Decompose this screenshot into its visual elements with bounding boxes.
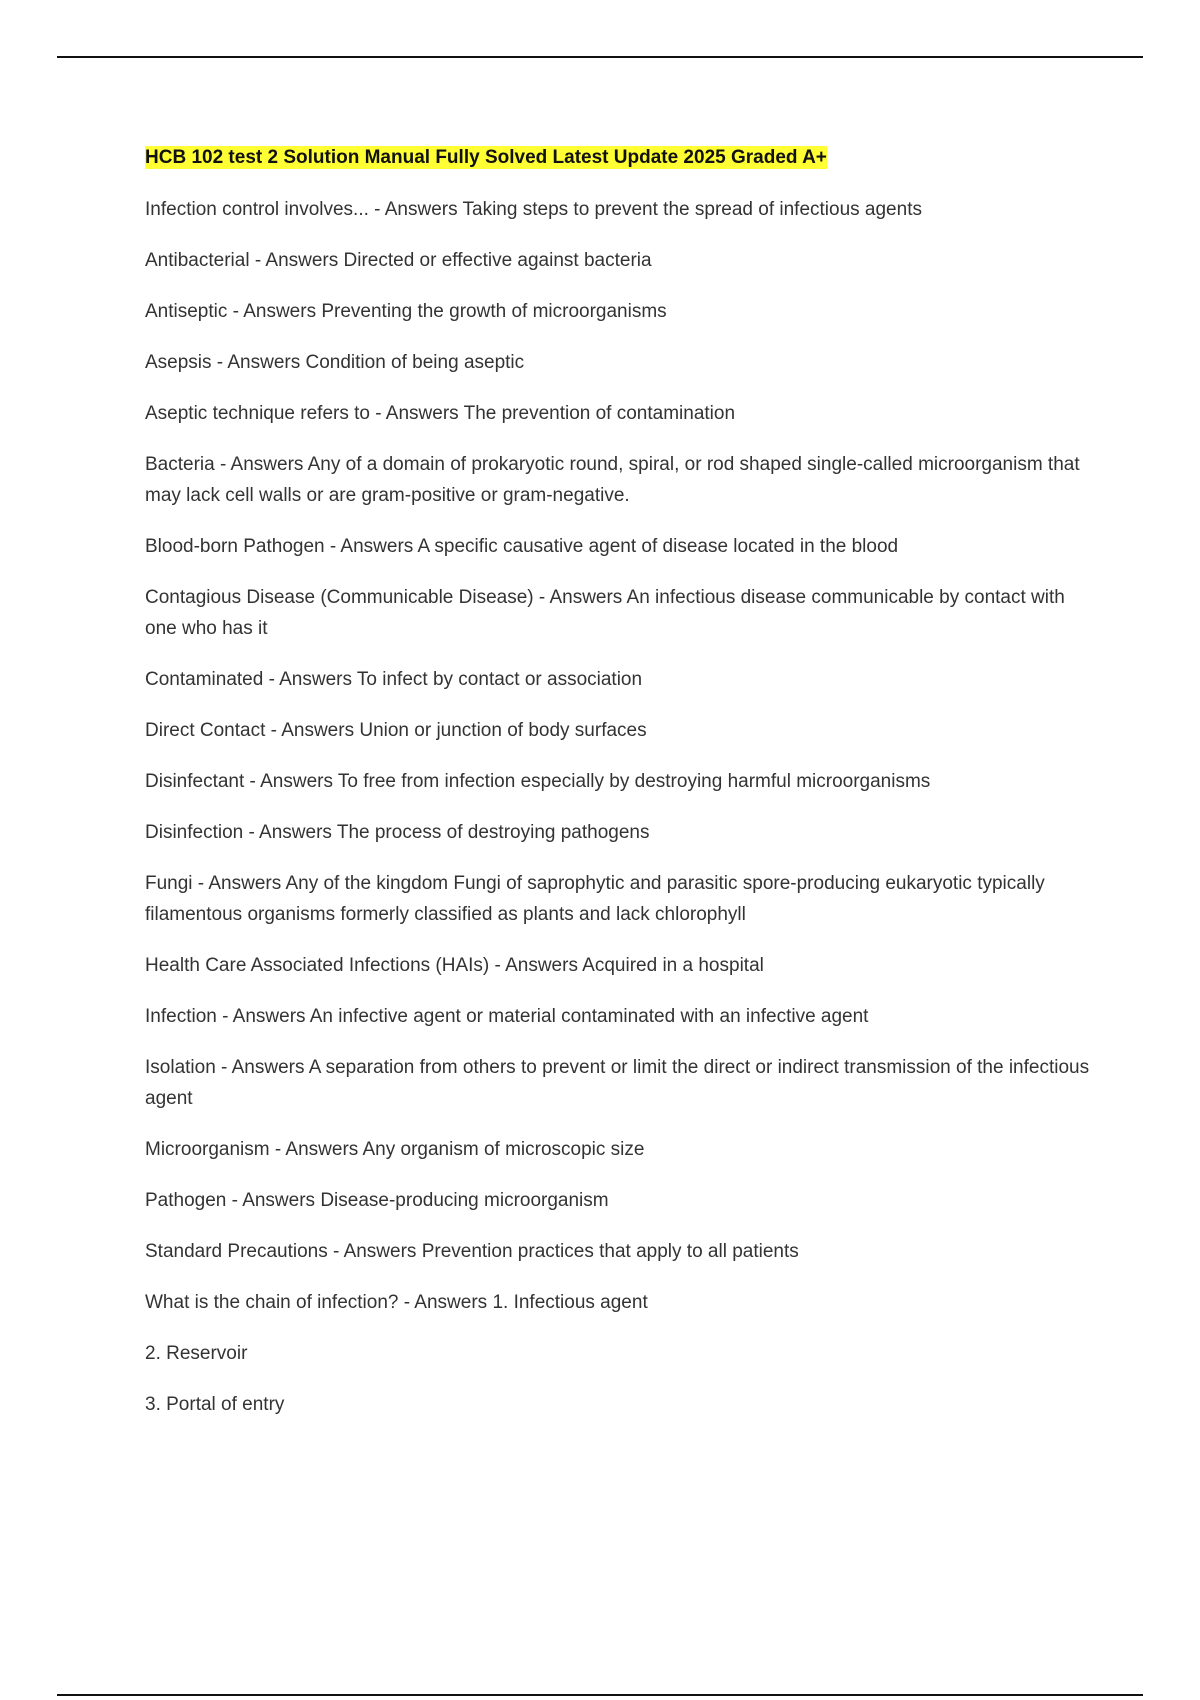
- qa-entry: Antiseptic - Answers Preventing the growth of microorganisms: [145, 301, 667, 322]
- title-line: [145, 144, 1090, 172]
- qa-entry: Infection - Answers An infective agent or material contaminated with an infective agent: [145, 1006, 869, 1027]
- document-title: HCB 102 test 2 Solution Manual Fully Solved Latest Update 2025 Graded A+: [145, 147, 827, 168]
- qa-entry: Disinfectant - Answers To free from infection especially by destroying harmful microorganisms: [145, 771, 931, 792]
- qa-entry: Asepsis - Answers Condition of being aseptic: [145, 352, 525, 373]
- document-body: [145, 144, 1090, 1440]
- qa-entry: Bacteria - Answers Any of a domain of prokaryotic round, spiral, or rod shaped single-called microorganism that may lack cell walls or are gram-positive or gram-negative.: [145, 454, 1080, 506]
- qa-entry: Microorganism - Answers Any organism of microscopic size: [145, 1139, 645, 1160]
- qa-entry: Contagious Disease (Communicable Disease) - Answers An infectious disease communicable by contact with one who has it: [145, 587, 1065, 639]
- top-rule: [57, 56, 1143, 58]
- qa-entry: Antibacterial - Answers Directed or effective against bacteria: [145, 250, 652, 271]
- qa-entry: Contaminated - Answers To infect by contact or association: [145, 669, 643, 690]
- qa-entry: Isolation - Answers A separation from others to prevent or limit the direct or indirect transmission of the infectious agent: [145, 1057, 1090, 1109]
- qa-entry: Health Care Associated Infections (HAIs) - Answers Acquired in a hospital: [145, 955, 764, 976]
- qa-entry: What is the chain of infection? - Answers 1. Infectious agent: [145, 1292, 648, 1313]
- qa-entry: Direct Contact - Answers Union or junction of body surfaces: [145, 720, 647, 741]
- qa-entry: Disinfection - Answers The process of destroying pathogens: [145, 822, 650, 843]
- qa-entry: Aseptic technique refers to - Answers The prevention of contamination: [145, 403, 736, 424]
- qa-entry: Infection control involves... - Answers Taking steps to prevent the spread of infectious agents: [145, 199, 922, 220]
- qa-entry: Fungi - Answers Any of the kingdom Fungi of saprophytic and parasitic spore-producing eukaryotic typically filamentous organisms formerly classified as plants and lack chlorophyll: [145, 873, 1045, 925]
- qa-entry: Pathogen - Answers Disease-producing microorganism: [145, 1190, 609, 1211]
- qa-entry: 2. Reservoir: [145, 1343, 248, 1364]
- qa-entry: 3. Portal of entry: [145, 1394, 285, 1415]
- qa-entry: Standard Precautions - Answers Prevention practices that apply to all patients: [145, 1241, 799, 1262]
- bottom-rule: [57, 1694, 1143, 1696]
- qa-entry: Blood-born Pathogen - Answers A specific causative agent of disease located in the blood: [145, 536, 899, 557]
